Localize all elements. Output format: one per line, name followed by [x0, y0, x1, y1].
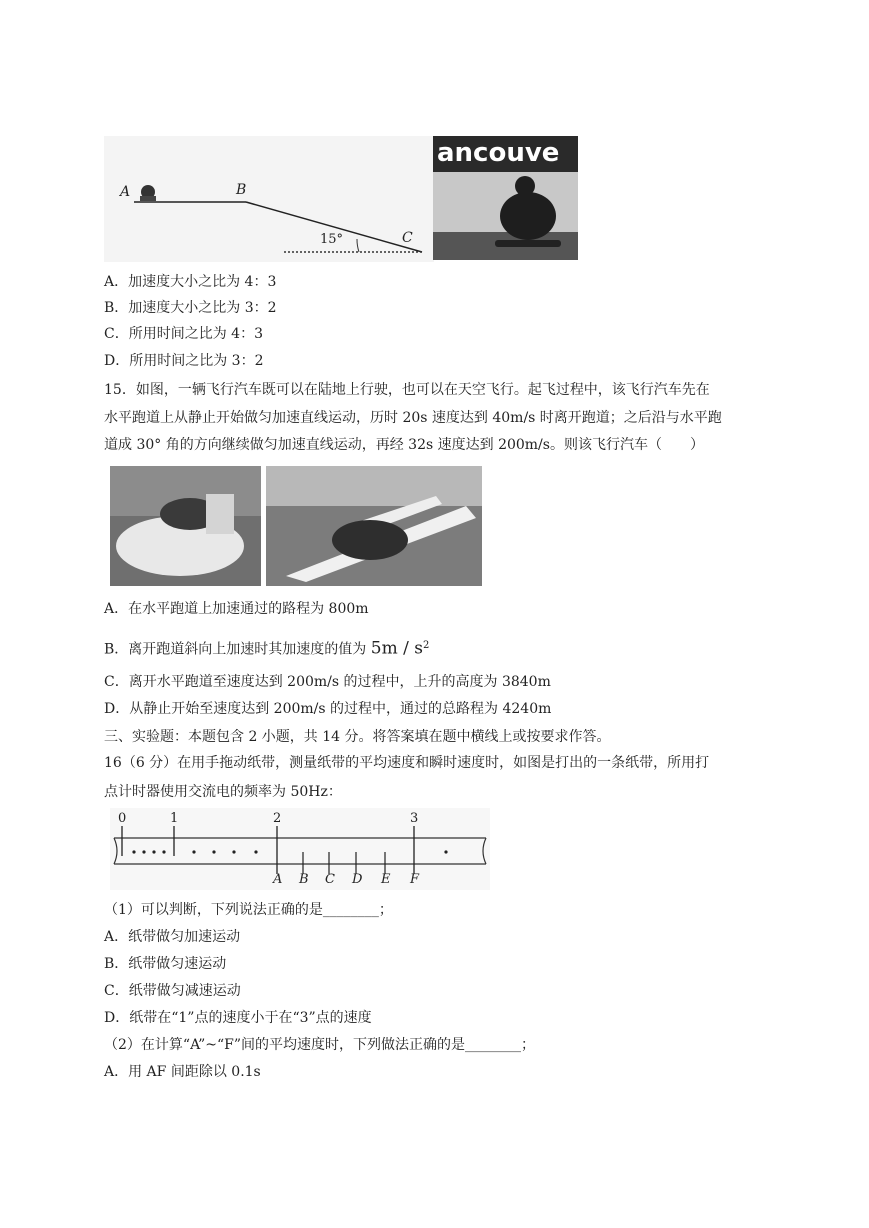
flying-car-photo-left — [110, 466, 261, 586]
photo-sign-text: ancouve — [437, 138, 560, 168]
q15-option-b — [104, 636, 429, 660]
q16-stem-line2: 点计时器使用交流电的频率为 50Hz： — [104, 784, 342, 800]
tape-label-e: E — [381, 872, 391, 887]
point-c-label: C — [402, 230, 413, 246]
tape-label-c: C — [325, 872, 335, 887]
q15-option-b-text: B．离开跑道斜向上加速时其加速度的值为 — [104, 641, 371, 658]
q16-sub1-option-a: A．纸带做匀加速运动 — [104, 929, 241, 945]
q16-stem-line1: 16（6 分）在用手拖动纸带，测量纸带的平均速度和瞬时速度时，如图是打出的一条纸带，所用打 — [104, 755, 710, 771]
q16-sub1-option-d: D．纸带在“1”点的速度小于在“3”点的速度 — [104, 1010, 372, 1026]
point-b-label: B — [236, 182, 247, 198]
tape-label-3: 3 — [410, 811, 419, 826]
q15-option-a: A．在水平跑道上加速通过的路程为 800m — [104, 601, 369, 617]
q14-option-d: D．所用时间之比为 3：2 — [104, 353, 264, 369]
tape-label-f: F — [410, 872, 420, 887]
tape-label-1: 1 — [170, 811, 179, 826]
q14-option-c: C．所用时间之比为 4：3 — [104, 326, 263, 342]
q15-option-b-exponent: 2 — [422, 640, 430, 651]
skateboard-photo — [433, 136, 578, 260]
section-heading: 三、实验题：本题包含 2 小题，共 14 分。将答案填在题中横线上或按要求作答。 — [104, 729, 611, 745]
q15-option-b-value: 5m / s — [370, 638, 423, 659]
q16-sub1-option-c: C．纸带做匀减速运动 — [104, 983, 241, 999]
slope-diagram — [104, 136, 434, 262]
point-a-label: A — [120, 184, 131, 200]
tape-label-d: D — [352, 872, 363, 887]
tape-label-0: 0 — [118, 811, 127, 826]
flying-car-photo-right — [266, 466, 482, 586]
q16-sub1-question: （1）可以判断，下列说法正确的是________； — [104, 902, 393, 918]
tape-label-b: B — [299, 872, 309, 887]
angle-label: 15° — [320, 232, 344, 247]
q14-option-a: A．加速度大小之比为 4：3 — [104, 274, 277, 290]
tape-label-2: 2 — [273, 811, 282, 826]
q15-stem-line2: 水平跑道上从静止开始做匀加速直线运动，历时 20s 速度达到 40m/s 时离开跑道；之后沿与水平跑 — [104, 410, 722, 426]
q15-option-d: D．从静止开始至速度达到 200m/s 的过程中，通过的总路程为 4240m — [104, 701, 552, 717]
q15-stem-line3: 道成 30° 角的方向继续做匀加速直线运动，再经 32s 速度达到 200m/s。则该飞行汽车（ ） — [104, 437, 704, 453]
q16-sub1-option-b: B．纸带做匀速运动 — [104, 956, 227, 972]
q14-option-b: B．加速度大小之比为 3：2 — [104, 300, 277, 316]
q15-stem-line1: 15．如图，一辆飞行汽车既可以在陆地上行驶，也可以在天空飞行。起飞过程中，该飞行汽车先在 — [104, 382, 710, 398]
q16-sub2-question: （2）在计算“A”~“F”间的平均速度时，下列做法正确的是________； — [104, 1037, 536, 1053]
q16-sub2-option-a: A．用 AF 间距除以 0.1s — [104, 1064, 261, 1080]
tape-label-a: A — [273, 872, 283, 887]
q15-option-c: C．离开水平跑道至速度达到 200m/s 的过程中，上升的高度为 3840m — [104, 674, 551, 690]
